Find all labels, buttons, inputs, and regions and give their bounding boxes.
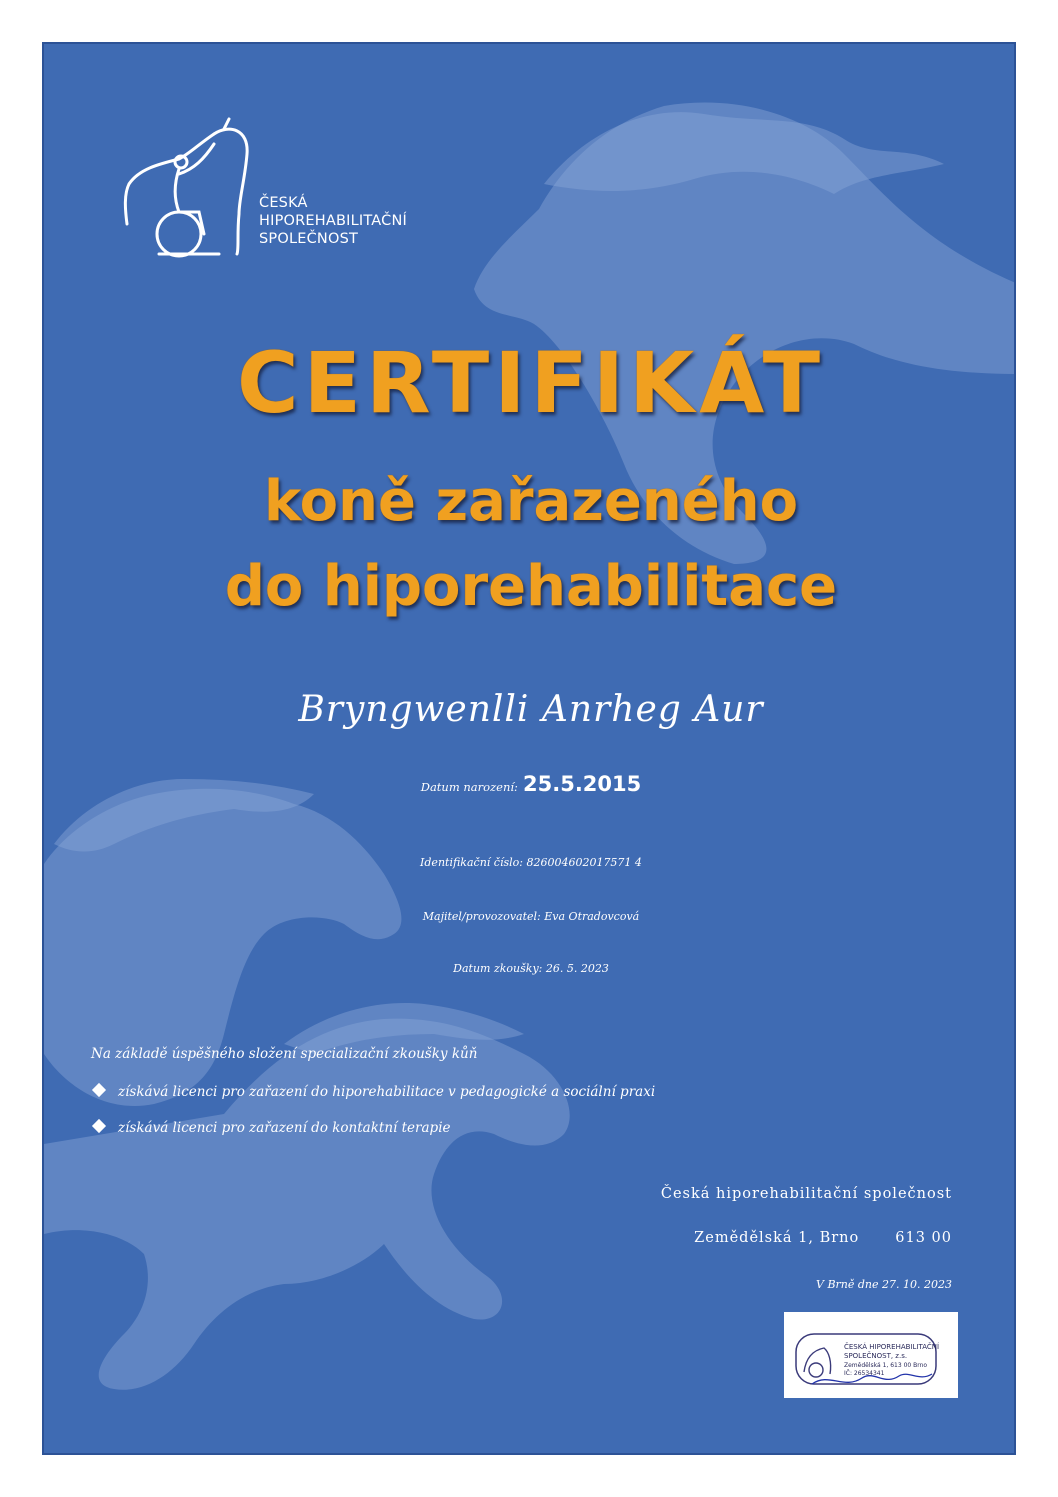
birth-date-value: 25.5.2015	[523, 772, 642, 796]
certificate-subtitle-2: do hiporehabilitace	[224, 554, 838, 619]
birth-date-row	[44, 772, 1016, 796]
logo-line-1: ČESKÁ	[259, 195, 308, 211]
signature-stroke	[812, 1374, 932, 1384]
certificate-frame	[42, 42, 1016, 1455]
wheelchair-horse-logo-icon	[119, 114, 259, 264]
place-and-date: V Brně dne 27. 10. 2023	[816, 1278, 952, 1291]
issuer-address	[694, 1230, 952, 1246]
exam-date: Datum zkoušky: 26. 5. 2023	[453, 962, 609, 975]
issuer-street: Zemědělská 1, Brno	[694, 1230, 860, 1246]
diamond-bullet-icon	[92, 1119, 106, 1133]
license-text-2: získává licenci pro zařazení do kontaktní terapie	[118, 1120, 451, 1136]
statement-intro: Na základě úspěšného složení specializační zkoušky kůň	[91, 1046, 478, 1062]
license-bullet-2	[94, 1120, 451, 1136]
license-text-1: získává licenci pro zařazení do hiporehabilitace v pedagogické a sociální praxi	[118, 1084, 656, 1100]
certificate-subtitle-1: koně zařazeného	[263, 469, 799, 534]
logo-line-3: SPOLEČNOST	[259, 231, 359, 247]
license-bullet-1	[94, 1084, 655, 1100]
organization-logo	[119, 114, 419, 264]
diamond-bullet-icon	[92, 1083, 106, 1097]
issuer-name: Česká hiporehabilitační společnost	[660, 1186, 952, 1202]
stamp-line-4: IČ: 26534341	[844, 1370, 885, 1377]
official-stamp	[784, 1312, 958, 1398]
stamp-signature-image	[784, 1312, 958, 1398]
birth-date-label: Datum narození:	[420, 780, 518, 794]
stamp-line-3: Zemědělská 1, 613 00 Brno	[844, 1362, 928, 1369]
identification-number: Identifikační číslo: 826004602017571 4	[420, 856, 642, 869]
stamp-line-2: SPOLEČNOST, z.s.	[844, 1352, 908, 1360]
logo-line-2: HIPOREHABILITAČNÍ	[259, 213, 408, 229]
owner: Majitel/provozovatel: Eva Otradovcová	[422, 910, 640, 923]
horse-name: Bryngwenlli Anrheg Aur	[298, 689, 764, 730]
issuer-zip: 613 00	[895, 1230, 952, 1246]
certificate-title: CERTIFIKÁT	[236, 334, 825, 432]
stamp-line-1: ČESKÁ HIPOREHABILITAČNÍ	[844, 1343, 940, 1351]
